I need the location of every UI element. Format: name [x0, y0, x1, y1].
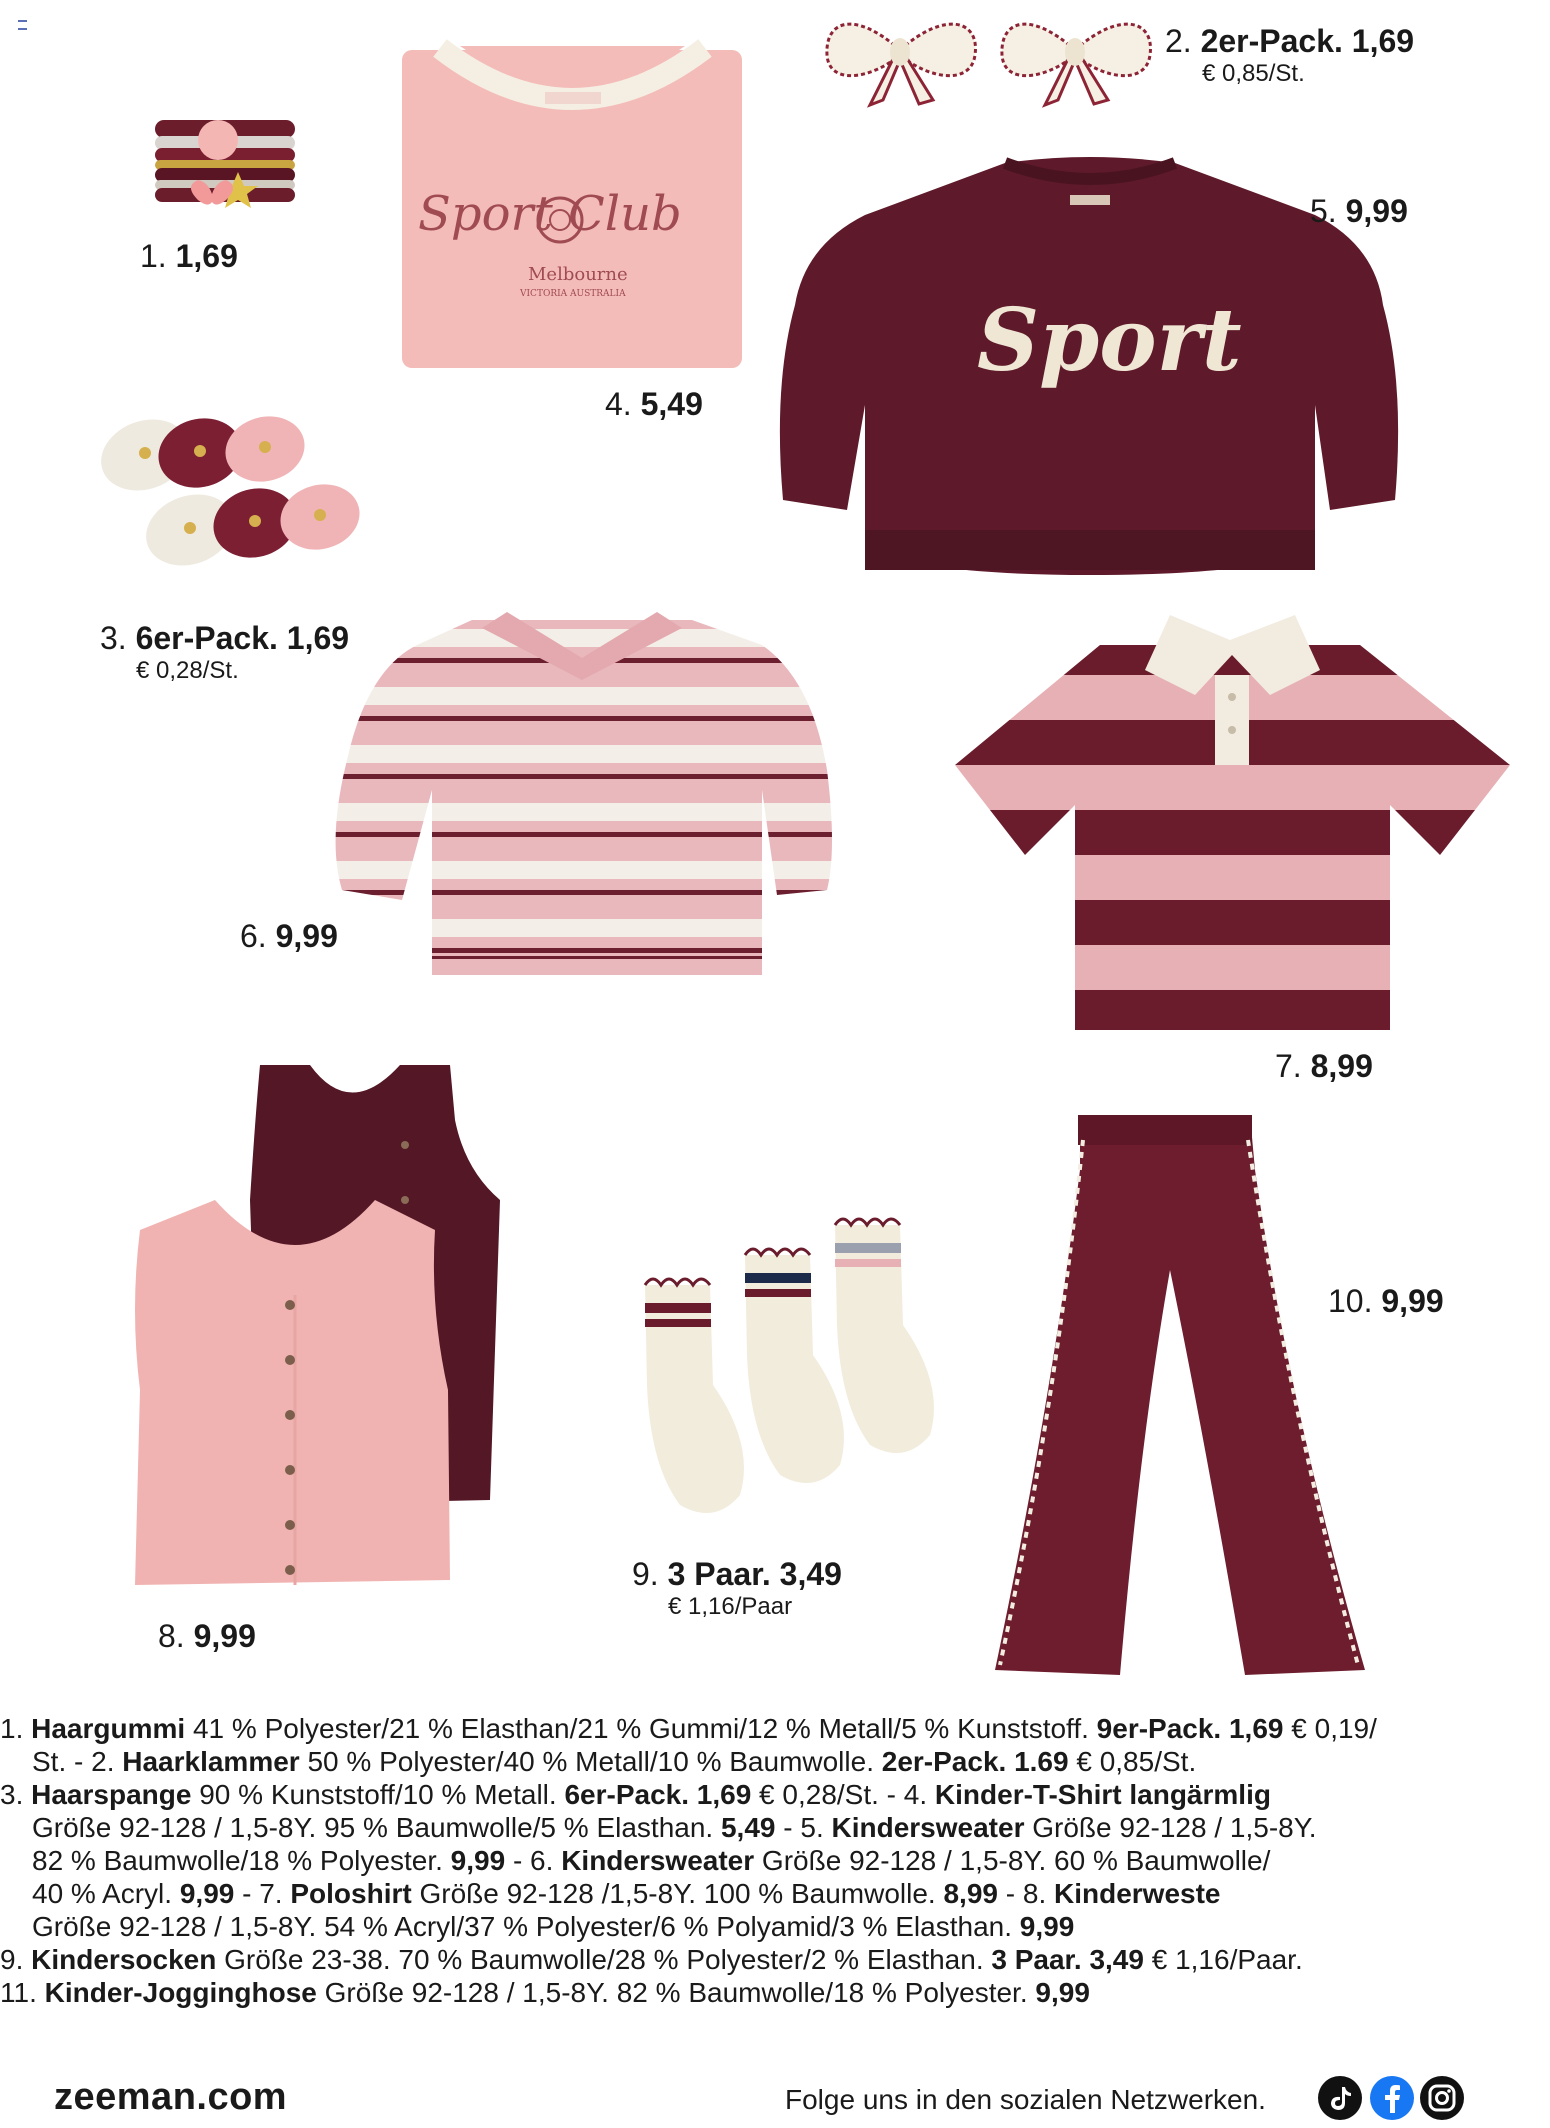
- price-label-9: 9. 3 Paar. 3,49: [632, 1556, 842, 1592]
- price-label-8: 8. 9,99: [158, 1618, 256, 1654]
- price-label-2: 2. 2er-Pack. 1,69: [1165, 23, 1415, 59]
- price-label-10: 10. 9,99: [1328, 1283, 1444, 1319]
- corner-marker: [18, 20, 27, 30]
- unit-price-2: € 0,85/St.: [1202, 60, 1305, 87]
- unit-price-9: € 1,16/Paar: [668, 1593, 793, 1620]
- facebook-icon[interactable]: [1370, 2076, 1414, 2120]
- description-3-8: 3. Haarspange 90 % Kunststoff/10 % Metall. 6er-Pack. 1,69 € 0,28/St. - 4. Kinder-T-Shirt langärmlig Größe 92-128 / 1,5-8Y. 95 % Baumwolle/5 % Elasthan. 5,49 - 5. Kindersweater Größe 92-128 / 1,5-8Y. 82 % Baumwolle/18 % Polyester. 9,99 - 6. Kindersweater Größe 92-128 / 1,5-8Y. 60 % Baumwolle/ 40 % Acryl. 9,99 - 7. Poloshirt Größe 92-128 /1,5-8Y. 100 % Baumwolle. 8,99 - 8. Kinderweste Größe 92-128 / 1,5-8Y. 54 % Acryl/37 % Polyester/6 % Polyamid/3 % Elasthan. 9,99: [0, 1779, 1317, 1942]
- sport-club-print: Sport Club: [418, 186, 682, 242]
- price-label-7: 7. 8,99: [1275, 1048, 1373, 1084]
- price-label-6: 6. 9,99: [240, 918, 338, 954]
- tiktok-icon[interactable]: [1318, 2076, 1362, 2120]
- price-label-5: 5. 9,99: [1310, 193, 1408, 229]
- svg-text:VICTORIA AUSTRALIA: VICTORIA AUSTRALIA: [520, 289, 626, 299]
- product-descriptions: [0, 1712, 1530, 2009]
- unit-price-3: € 0,28/St.: [136, 657, 239, 684]
- description-1-2: 1. Haargummi 41 % Polyester/21 % Elasthan/21 % Gummi/12 % Metall/5 % Kunststoff. 9er-Pack. 1,69 € 0,19/ St. - 2. Haarklammer 50 % Polyester/40 % Metall/10 % Baumwolle. 2er-Pack. 1.69 € 0,85/St.: [0, 1713, 1377, 1777]
- price-label-1: 1. 1,69: [140, 238, 238, 274]
- price-label-3: 3. 6er-Pack. 1,69: [100, 620, 350, 656]
- site-link[interactable]: zeeman.com: [54, 2076, 288, 2118]
- product-image-pink-longsleeve: [400, 30, 745, 370]
- svg-text:Melbourne: Melbourne: [528, 264, 628, 285]
- description-9: 9. Kindersocken Größe 23-38. 70 % Baumwolle/28 % Polyester/2 % Elasthan. 3 Paar. 3,49 € 1,16/Paar.: [0, 1944, 1303, 1975]
- social-prompt: Folge uns in den sozialen Netzwerken.: [785, 2084, 1266, 2115]
- product-image-jogging-pants: [990, 1110, 1370, 1680]
- sport-print: Sport: [977, 290, 1242, 391]
- description-11: 11. Kinder-Jogginghose Größe 92-128 / 1,5-8Y. 82 % Baumwolle/18 % Polyester. 9,99: [0, 1977, 1090, 2008]
- product-image-hair-ties: [150, 110, 300, 225]
- product-image-socks: [635, 1205, 955, 1545]
- product-image-vests: [130, 1060, 570, 1600]
- product-image-hair-clips: [95, 405, 375, 585]
- price-label-4: 4. 5,49: [605, 386, 703, 422]
- product-image-striped-knit: [322, 600, 842, 985]
- product-image-polo-shirt: [950, 615, 1515, 1035]
- product-image-bows: [815, 0, 1160, 110]
- instagram-icon[interactable]: [1420, 2076, 1464, 2120]
